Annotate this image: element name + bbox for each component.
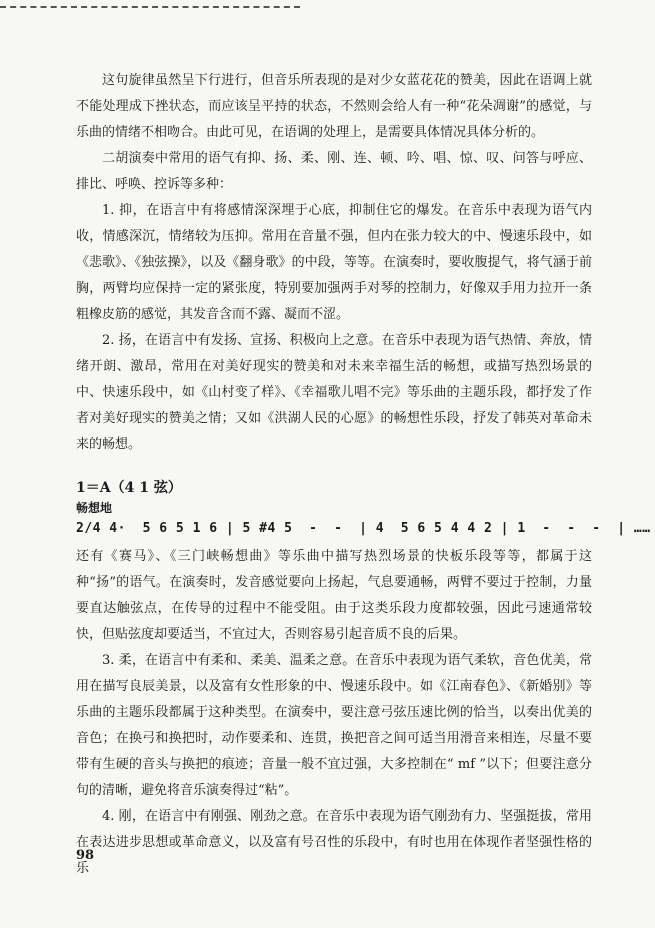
paragraph: 二胡演奏中常用的语气有抑、扬、柔、刚、连、顿、吟、唱、惊、叹、问答与呼应、排比、呼唤、控诉等多种： — [76, 151, 592, 192]
header-dashed-rule — [0, 6, 300, 8]
page-body — [76, 68, 651, 882]
paragraph: 4. 刚，在语言中有刚强、刚劲之意。在音乐中表现为语气刚劲有力、坚强挺拔，常用在表达进步思想或革命意义，以及富有号召性的乐段中，有时也用在体现作者坚强性格的乐 — [76, 809, 592, 876]
paragraph: 2. 扬，在语言中有发扬、宣扬、积极向上之意。在音乐中表现为语气热情、奔放，情绪开朗、激昂，常用在对美好现实的赞美和对未来幸福生活的畅想，或描写热烈场景的中、快速乐段中，如《山村变了样》、《幸福歌儿唱不完》等乐曲的主题乐段，都抒发了作者对美好现实的赞美之情；又如《洪湖人民的心愿》的畅想性乐段，抒发了韩英对革命未来的畅想。 — [76, 333, 592, 452]
score-tempo-marking: 畅想地 — [76, 501, 113, 515]
paragraph: 3. 柔，在语言中有柔和、柔美、温柔之意。在音乐中表现为语气柔软，音色优美，常用在描写良辰美景，以及富有女性形象的中、慢速乐段中。如《江南春色》、《新婚别》等乐曲的主题乐段都属于这种类型。在演奏中，要注意弓弦压速比例的恰当，以奏出优美的音色；在换弓和换把时，动作要柔和、连贯，换把音之间可适当用滑音来相连，尽量不要带有生硬的音头与换把的痕迹；音量一般不宜过强，大多控制在“ mf ”以下；但要注意分句的清晰，避免将音乐演奏得过“粘”。 — [76, 653, 592, 798]
paragraph: 这句旋律虽然呈下行进行，但音乐所表现的是对少女蓝花花的赞美，因此在语调上就不能处理成下挫状态，而应该呈平持的状态，不然则会给人有一种“花朵凋谢”的感觉，与乐曲的情绪不相吻合。由此可见，在语调的处理上，是需要具体情况具体分析的。 — [76, 73, 592, 140]
score-key-signature: 1＝A（4 1 弦） — [76, 480, 182, 496]
paragraph: 1. 抑，在语言中有将感情深深埋于心底，抑制住它的爆发。在音乐中表现为语气内收，情感深沉，情绪较为压抑。常用在音量不强，但内在张力较大的中、慢速乐段中，如《悲歌》、《独弦操》，以及《翻身歌》的中段，等等。在演奏时，要收腹提气，将气涵于前胸，两臂均应保持一定的紧张度，特别要加强两手对琴的控制力，好像双手用力拉开一条粗橡皮筋的感觉，其发音含而不露、凝而不涩。 — [76, 203, 592, 322]
page-number: 98 — [76, 848, 95, 863]
paragraph: 还有《赛马》、《三门峡畅想曲》等乐曲中描写热烈场景的快板乐段等等，都属于这种“扬”的语气。在演奏时，发音感觉要向上扬起，气息要通畅，两臂不要过于控制，力量要直达触弦点，在传导的过程中不能受阻。由于这类乐段力度都较强，因此弓速通常较快，但贴弦度却要适当，不宜过大，否则容易引起音质不良的后果。 — [76, 549, 592, 642]
score-notation: 2/4 4· 5 6 5 1 6 | 5 #4 5 - - | 4 5 6 5 4 4 2 | 1 - - - | …… — [76, 521, 651, 536]
music-score-excerpt — [76, 478, 651, 540]
